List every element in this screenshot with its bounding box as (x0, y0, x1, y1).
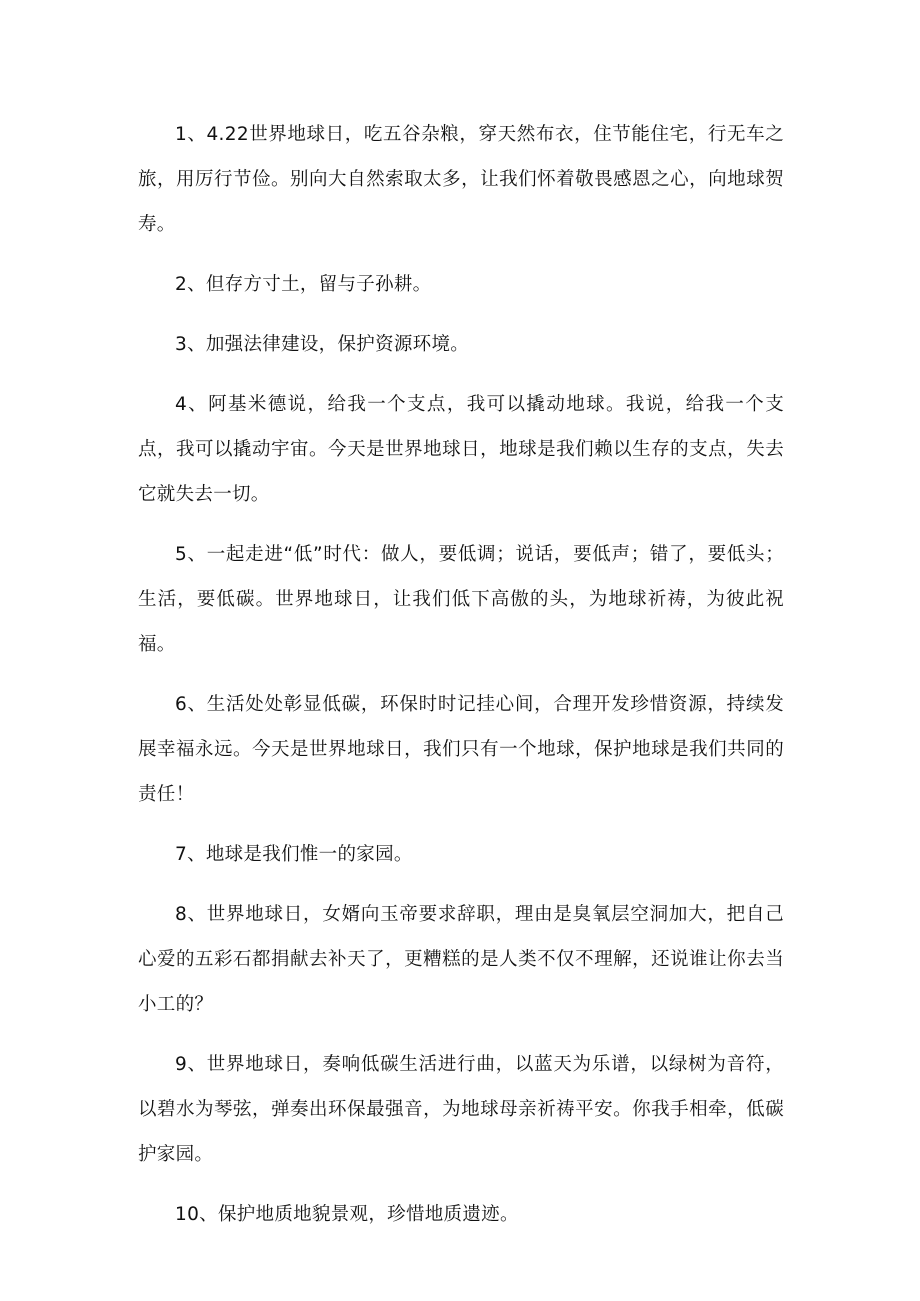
paragraph-7: 7、地球是我们惟一的家园。 (175, 844, 413, 865)
paragraph-1: 1、4.22世界地球日，吃五谷杂粮，穿天然布衣，住节能住宅，行无车之旅，用厉行节俭。别向大自然索取太多，让我们怀着敬畏感恩之心，向地球贺寿。 (138, 124, 784, 235)
paragraph-2: 2、但存方寸土，留与子孙耕。 (175, 274, 432, 295)
paragraph-6: 6、生活处处彰显低碳，环保时时记挂心间，合理开发珍惜资源，持续发展幸福永远。今天是世界地球日，我们只有一个地球，保护地球是我们共同的责任！ (138, 694, 784, 805)
paragraph-4: 4、阿基米德说，给我一个支点，我可以撬动地球。我说，给我一个支点，我可以撬动宇宙。今天是世界地球日，地球是我们赖以生存的支点，失去它就失去一切。 (138, 394, 784, 505)
document-body (138, 112, 784, 1252)
paragraph-9: 9、世界地球日，奏响低碳生活进行曲，以蓝天为乐谱，以绿树为音符，以碧水为琴弦，弹奏出环保最强音，为地球母亲祈祷平安。你我手相牵，低碳护家园。 (138, 1054, 784, 1165)
paragraph-10: 10、保护地质地貌景观，珍惜地质遗迹。 (175, 1204, 519, 1225)
paragraph-5: 5、一起走进“低”时代：做人，要低调；说话，要低声；错了，要低头；生活，要低碳。世界地球日，让我们低下高傲的头，为地球祈祷，为彼此祝福。 (138, 544, 784, 655)
paragraph-3: 3、加强法律建设，保护资源环境。 (175, 334, 470, 355)
paragraph-8: 8、世界地球日，女婿向玉帝要求辞职，理由是臭氧层空洞加大，把自己心爱的五彩石都捐献去补天了，更糟糕的是人类不仅不理解，还说谁让你去当小工的？ (138, 904, 784, 1015)
